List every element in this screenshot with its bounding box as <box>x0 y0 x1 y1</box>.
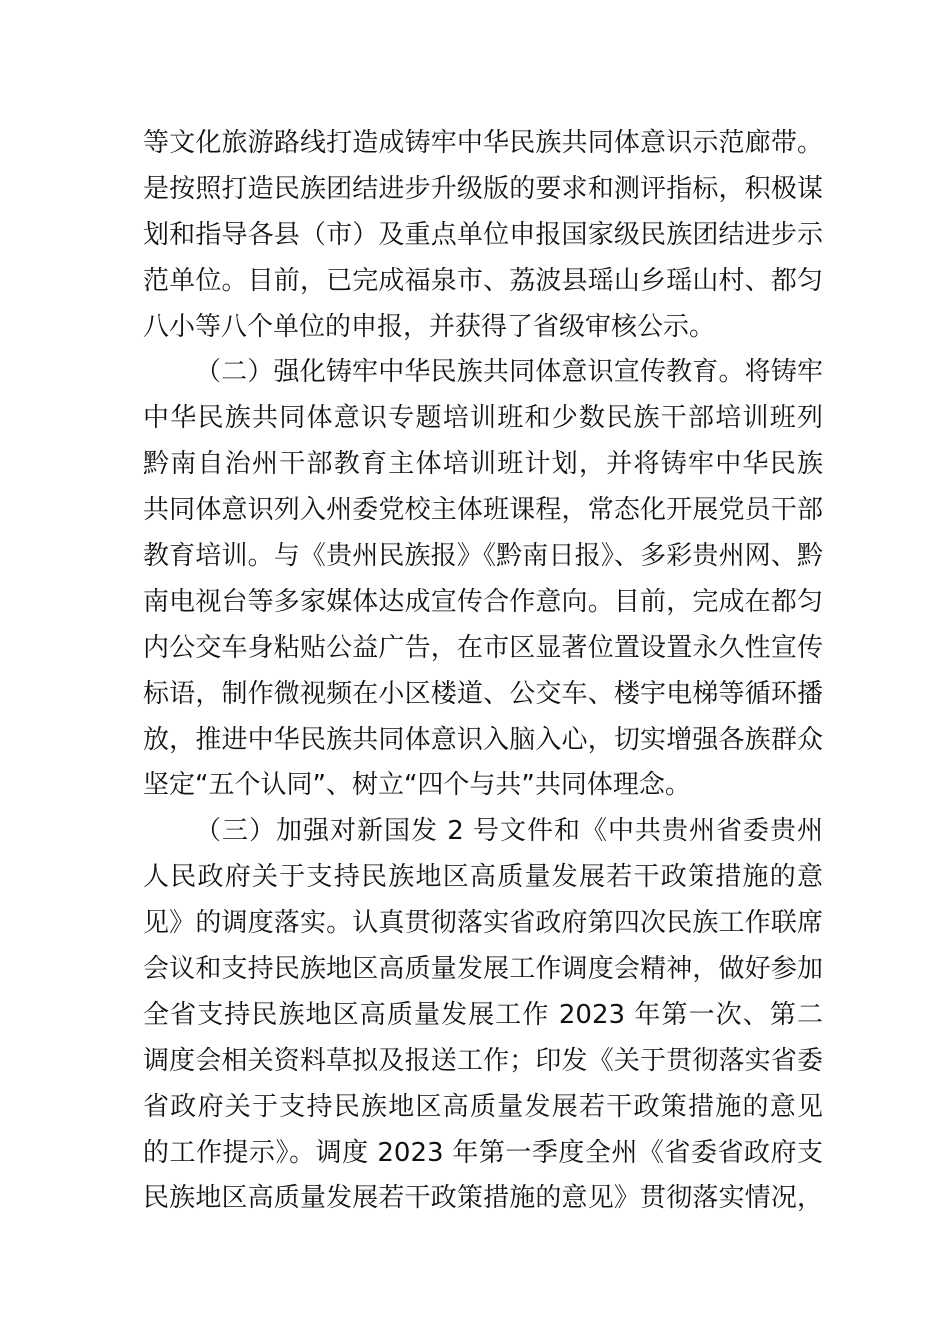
text-line: 全省支持民族地区高质量发展工作 2023 年第一次、第二 <box>143 999 823 1030</box>
text-line: 范单位。目前，已完成福泉市、荔波县瑶山乡瑶山村、都匀 <box>143 265 823 296</box>
text-line: 标语，制作微视频在小区楼道、公交车、楼宇电梯等循环播 <box>143 678 823 709</box>
text-line: 教育培训。与《贵州民族报》《黔南日报》、多彩贵州网、黔 <box>143 541 823 572</box>
text-line: 见》的调度落实。认真贯彻落实省政府第四次民族工作联席 <box>143 908 823 939</box>
text-line: 坚定“五个认同”、树立“四个与共”共同体理念。 <box>143 770 691 801</box>
text-line: 民族地区高质量发展若干政策措施的意见》贯彻落实情况， <box>143 1183 823 1214</box>
document-body <box>143 121 823 1222</box>
text-line: 省政府关于支持民族地区高质量发展若干政策措施的意见 <box>143 1091 823 1122</box>
text-line: 中华民族共同体意识专题培训班和少数民族干部培训班列 <box>143 403 823 434</box>
text-line: 放，推进中华民族共同体意识入脑入心，切实增强各族群众 <box>143 724 823 755</box>
text-line: （三）加强对新国发 2 号文件和《中共贵州省委贵州 <box>195 816 823 847</box>
text-line: 共同体意识列入州委党校主体班课程，常态化开展党员干部 <box>143 495 823 526</box>
text-line: 内公交车身粘贴公益广告，在市区显著位置设置永久性宣传 <box>143 632 823 663</box>
text-line: 南电视台等多家媒体达成宣传合作意向。目前，完成在都匀 <box>143 586 823 617</box>
text-line: 的工作提示》。调度 2023 年第一季度全州《省委省政府支 <box>143 1137 823 1168</box>
text-line: 人民政府关于支持民族地区高质量发展若干政策措施的意 <box>143 862 823 893</box>
text-line: 会议和支持民族地区高质量发展工作调度会精神，做好参加 <box>143 954 823 985</box>
text-line: 是按照打造民族团结进步升级版的要求和测评指标，积极谋 <box>143 173 823 204</box>
text-line: 划和指导各县（市）及重点单位申报国家级民族团结进步示 <box>143 219 823 250</box>
text-line: （二）强化铸牢中华民族共同体意识宣传教育。将铸牢 <box>195 357 823 388</box>
text-line: 黔南自治州干部教育主体培训班计划，并将铸牢中华民族 <box>143 449 823 480</box>
text-line: 等文化旅游路线打造成铸牢中华民族共同体意识示范廊带。 <box>143 128 823 158</box>
text-line: 调度会相关资料草拟及报送工作；印发《关于贯彻落实省委 <box>143 1045 823 1076</box>
text-line: 八小等八个单位的申报，并获得了省级审核公示。 <box>143 311 716 342</box>
